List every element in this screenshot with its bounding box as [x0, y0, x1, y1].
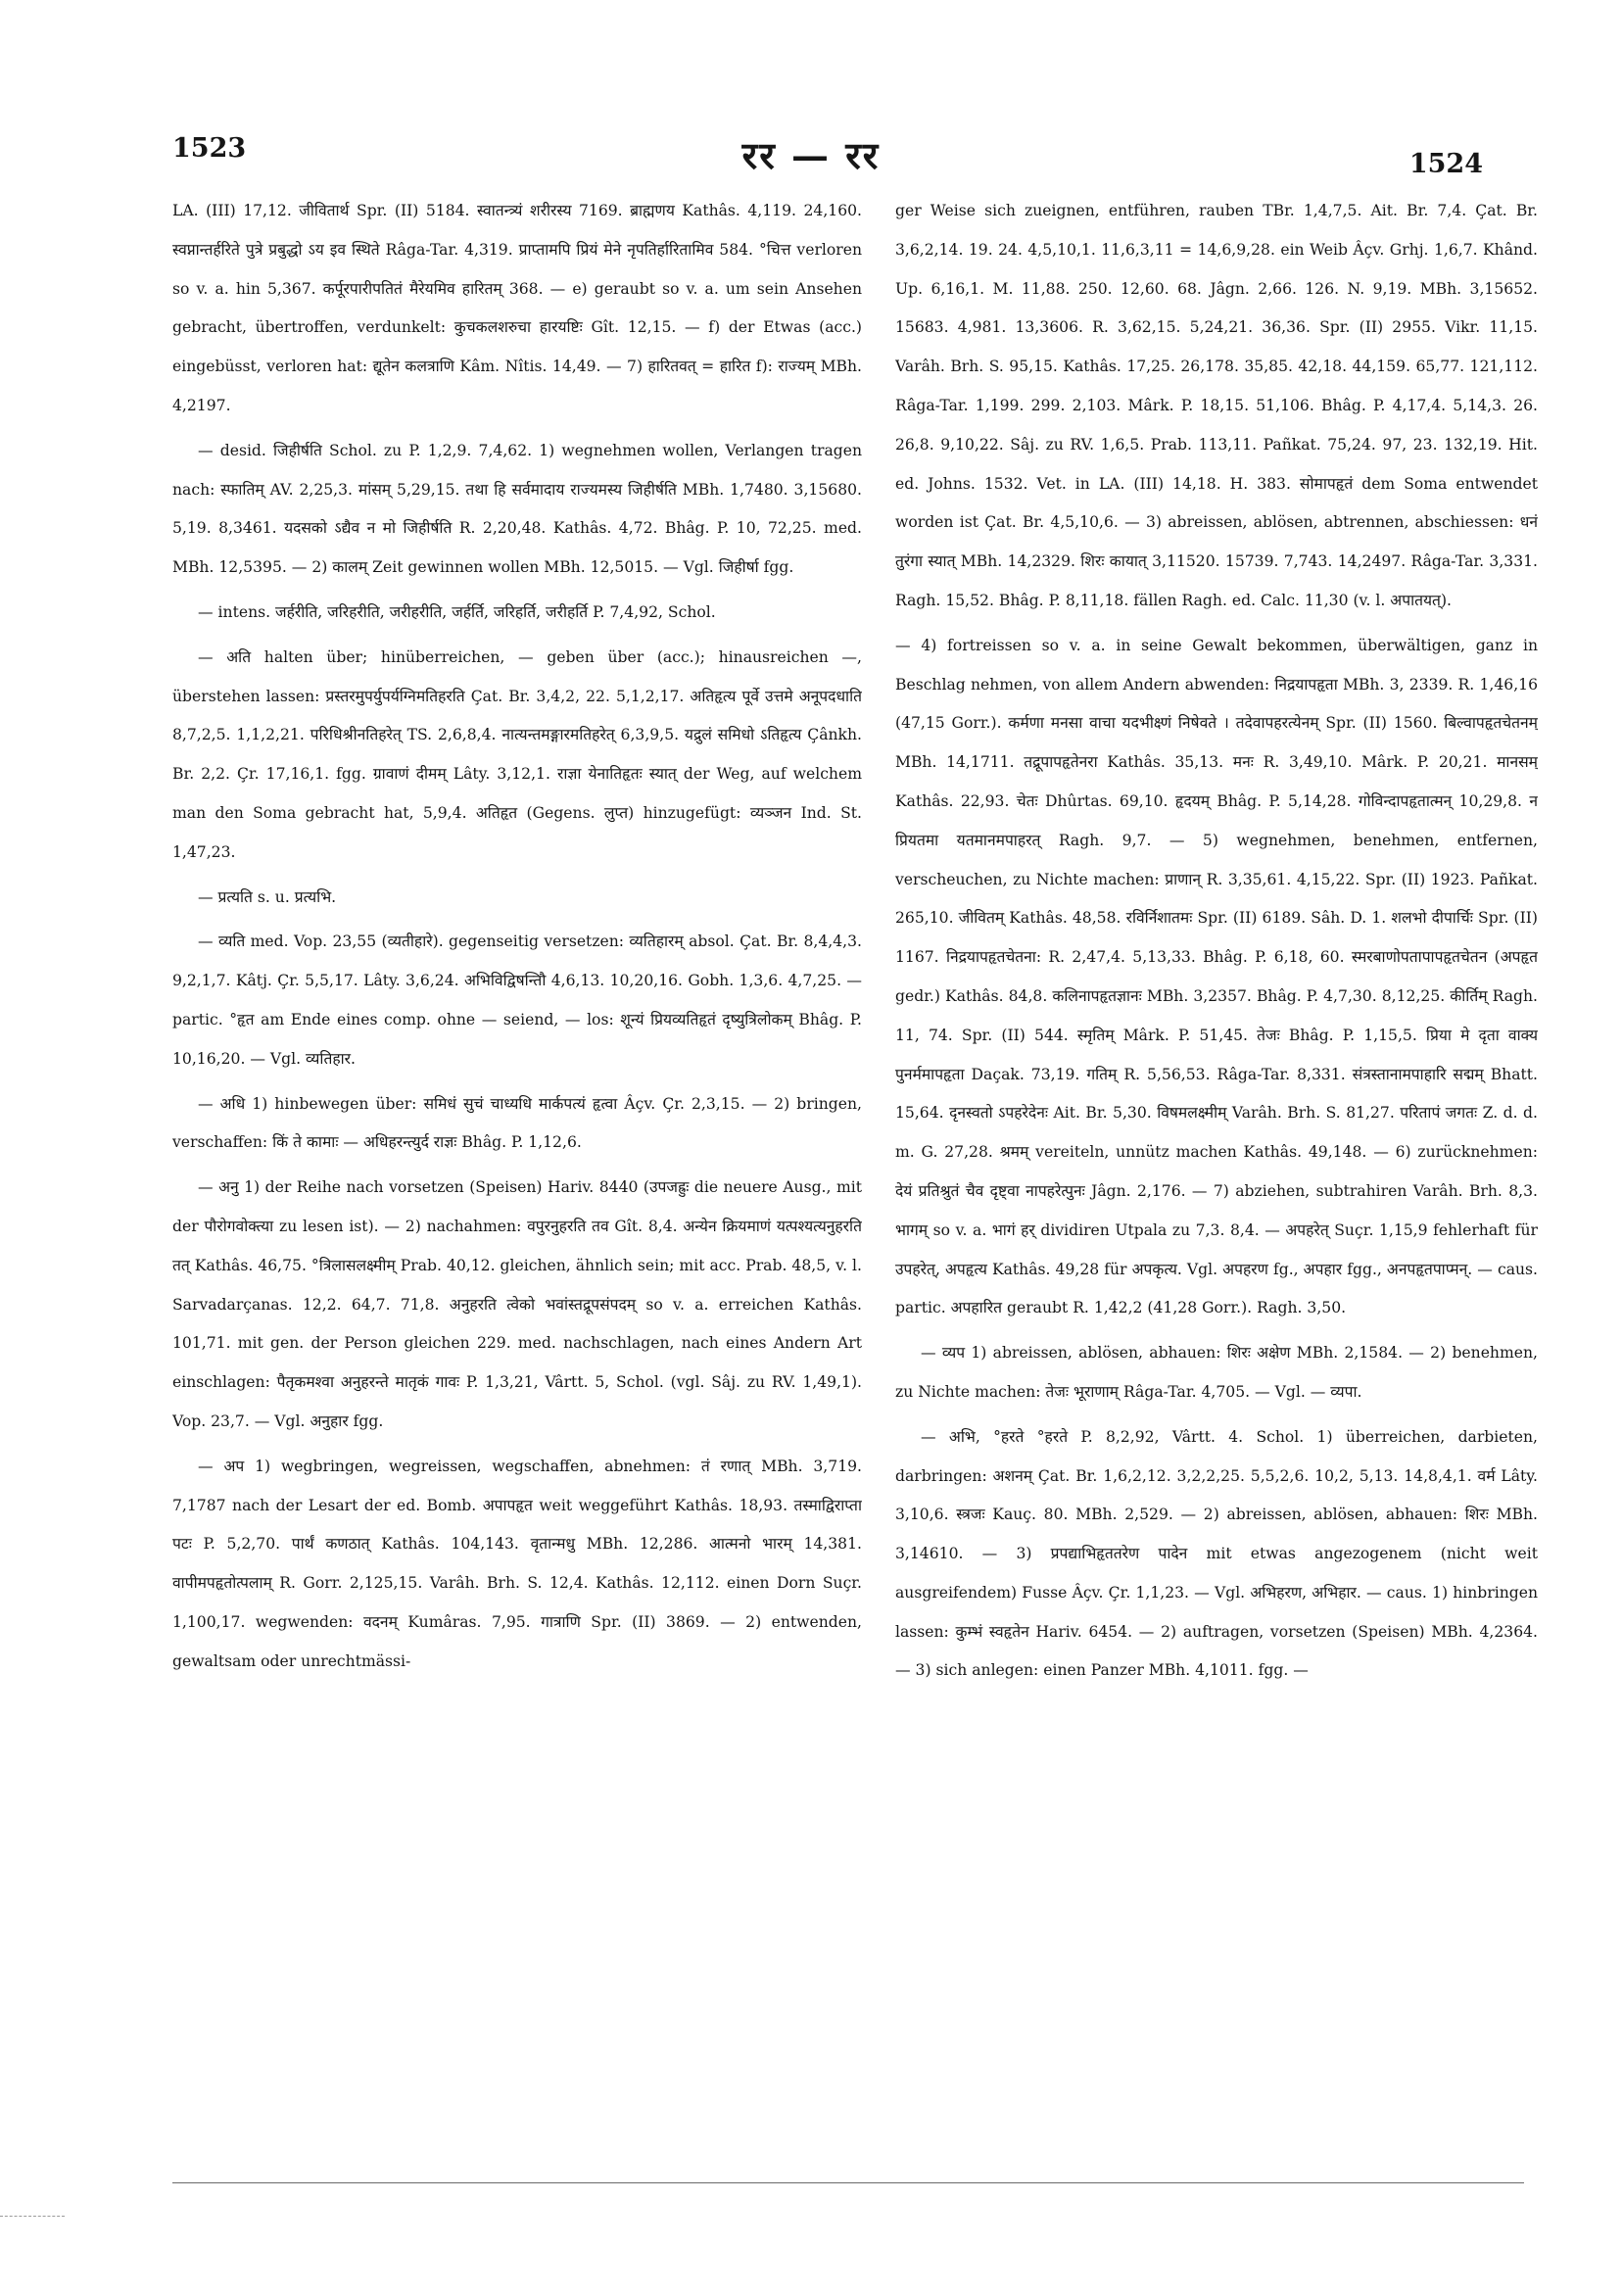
page-number-left: 1523: [172, 133, 247, 164]
entry-paragraph: — अति halten über; hinüberreichen, — geben über (acc.); hinausreichen —, überstehen lassen: प्रस्तरमुपर्युपर्यग्निमतिहरति Çat. Br. 3,4,2, 22. 5,1,2,17. अतिहृत्य पूर्वे उत्तमे अनूपदधाति 8,7,2,5. 1,1,2,21. परिधिश्रीनतिहरेत् TS. 2,6,8,4. नात्यन्तमङ्गारमतिहरेत् 6,3,9,5. यद्रुलं समिधो ऽतिहृत्य Çânkh. Br. 2,2. Çr. 17,16,1. fgg. ग्रावाणं दीमम् Lâty. 3,12,1. राज्ञा येनातिहृतः स्यात् der Weg, auf welchem man den Soma gebracht hat, 5,9,4. अतिहृत (Gegens. लुप्त) hinzugefügt: व्यञ्जन Ind. St. 1,47,23.: [172, 647, 862, 861]
entry-paragraph: — अधि 1) hinbewegen über: समिधं सुचं चाध्यधि मार्कपत्यं हृत्वा Âçv. Çr. 2,3,15. — 2) bringen, verschaffen: किं ते कामाः — अधिहरन्त्युर्द राज्ञः Bhâg. P. 1,12,6.: [172, 1094, 862, 1152]
entry-paragraph: — अभि, °हरते °हरते P. 8,2,92, Vârtt. 4. Schol. 1) überreichen, darbieten, darbringen: अशनम् Çat. Br. 1,6,2,12. 3,2,2,25. 5,5,2,6. 10,2, 5,13. 14,8,4,1. वर्म Lâty. 3,10,6. स्त्रजः Kauç. 80. MBh. 2,529. — 2) abreissen, ablösen, abhauen: शिरः MBh. 3,14610. — 3) प्रपद्याभिहृततरेण पादेन mit etwas angezogenem (nicht weit ausgreifendem) Fusse Âçv. Çr. 1,1,23. — Vgl. अभिहरण, अभिहार. — caus. 1) hinbringen lassen: कुम्भं स्वहृतेन Hariv. 6454. — 2) auftragen, vorsetzen (Speisen) MBh. 4,2364. — 3) sich anlegen: einen Panzer MBh. 4,1011. fgg. —: [895, 1427, 1538, 1680]
right-column: [895, 192, 1538, 2141]
entry-paragraph: — desid. जिहीर्षति Schol. zu P. 1,2,9. 7,4,62. 1) wegnehmen wollen, Verlangen tragen nach: स्फातिम् AV. 2,25,3. मांसम् 5,29,15. तथा हि सर्वमादाय राज्यमस्य जिहीर्षति MBh. 1,7480. 3,15680. 5,19. 8,3461. यदसको ऽद्यैव न मो जिहीर्षति R. 2,20,48. Kathâs. 4,72. Bhâg. P. 10, 72,25. med. MBh. 12,5395. — 2) कालम् Zeit gewinnen wollen MBh. 12,5015. — Vgl. जिहीर्षा fgg.: [172, 441, 862, 577]
entry-paragraph: — 4) fortreissen so v. a. in seine Gewalt bekommen, überwältigen, ganz in Beschlag nehmen, von allem Andern abwenden: निद्रयापहृता MBh. 3, 2339. R. 1,46,16 (47,15 Gorr.). कर्मणा मनसा वाचा यदभीक्ष्णं निषेवते । तदेवापहरत्येनम् Spr. (II) 1560. बिल्वापहृतचेतनम् MBh. 14,1711. तद्रूपापहृतेनरा Kathâs. 35,13. मनः R. 3,49,10. Mârk. P. 20,21. मानसम् Kathâs. 22,93. चेतः Dhûrtas. 69,10. हृदयम् Bhâg. P. 5,14,28. गोविन्दापहृतात्मन् 10,29,8. न प्रियतमा यतमानमपाहरत् Ragh. 9,7. — 5) wegnehmen, benehmen, entfernen, verscheuchen, zu Nichte machen: प्राणान् R. 3,35,61. 4,15,22. Spr. (II) 1923. Pañkat. 265,10. जीवितम् Kathâs. 48,58. रविर्निशातमः Spr. (II) 6189. Sâh. D. 1. शलभो दीपार्चिः Spr. (II) 1167. निद्रयापहृतचेतना: R. 2,47,4. 5,13,33. Bhâg. P. 6,18, 60. स्मरबाणोपतापापहृतचेतन (अपहृत gedr.) Kathâs. 84,8. कलिनापहृतज्ञानः MBh. 3,2357. Bhâg. P. 4,7,30. 8,12,25. कीर्तिम् Ragh. 11, 74. Spr. (II) 544. स्मृतिम् Mârk. P. 51,45. तेजः Bhâg. P. 1,15,5. प्रिया मे दृता वाक्य पुनर्ममापहृता Daçak. 73,19. गतिम् R. 5,56,53. Râga-Tar. 8,331. संत्रस्तानामपाहारि सद्मम् Bhatt. 15,64. दृनस्वतो ऽपहरेदेनः Ait. Br. 5,30. विषमलक्ष्मीम् Varâh. Brh. S. 81,27. परितापं जगतः Z. d. d. m. G. 27,28. श्रमम् vereiteln, unnütz machen Kathâs. 49,148. — 6) zurücknehmen: देयं प्रतिश्रुतं चैव दृष्ट्वा नापहरेत्पुनः Jâgn. 2,176. — 7) abziehen, subtrahiren Varâh. Brh. 8,3. भागम् so v. a. भागं हर् dividiren Utpala zu 7,3. 8,4. — अपहरेत् Suçr. 1,15,9 fehlerhaft für उपहरेत्, अपहृत्य Kathâs. 49,28 für अपकृत्य. Vgl. अपहरण fg., अपहार fgg., अनपहृतपाप्मन्. — caus. partic. अपहारित geraubt R. 1,42,2 (41,28 Gorr.). Ragh. 3,50.: [895, 636, 1538, 1317]
entry-paragraph: — व्यप 1) abreissen, ablösen, abhauen: शिरः अक्षेण MBh. 2,1584. — 2) benehmen, zu Nichte machen: तेजः भूराणाम् Râga-Tar. 4,705. — Vgl. — व्यपा.: [895, 1344, 1538, 1401]
left-column: [172, 192, 862, 2141]
entry-paragraph: LA. (III) 17,12. जीवितार्थ Spr. (II) 5184. स्वातन्त्र्यं शरीरस्य 7169. ब्राह्मणय Kathâs. 4,119. 24,160. स्वप्नान्तर्हरिते पुत्रे प्रबुद्धो ऽय इव स्थिते Râga-Tar. 4,319. प्राप्तामपि प्रियं मेने नृपतिर्हारितामिव 584. °चित्त verloren so v. a. hin 5,367. कर्पूरपारीपतितं मैरेयमिव हारितम् 368. — e) geraubt so v. a. um sein Ansehen gebracht, übertroffen, verdunkelt: कुचकलशरुचा हारयष्टिः Gît. 12,15. — f) der Etwas (acc.) eingebüsst, verloren hat: द्यूतेन कलत्राणि Kâm. Nîtis. 14,49. — 7) हारितवत् = हारित f): राज्यम् MBh. 4,2197.: [172, 202, 862, 414]
footer-rule: [172, 2182, 1524, 2183]
entry-paragraph: — intens. जर्हरीति, जरिहरीति, जरीहरीति, जर्हर्ति, जरिहर्ति, जरीहर्ति P. 7,4,92, Schol.: [198, 602, 716, 621]
scan-margin-mark: [0, 2216, 65, 2217]
entry-paragraph: — व्यति med. Vop. 23,55 (व्यतीहारे). gegenseitig versetzen: व्यतिहारम् absol. Çat. Br. 8,4,4,3. 9,2,1,7. Kâtj. Çr. 5,5,17. Lâty. 3,6,24. अभिविद्विषन्तिौ 4,6,13. 10,20,16. Gobh. 1,3,6. 4,7,25. — partic. °हृत am Ende eines comp. ohne — seiend, — los: शून्यं प्रियव्यतिहृतं दृष्युत्रिलोकम् Bhâg. P. 10,16,20. — Vgl. व्यतिहार.: [172, 933, 862, 1068]
entry-paragraph: — अनु 1) der Reihe nach vorsetzen (Speisen) Hariv. 8440 (उपजह्रुः die neuere Ausg., mit der पौरोगवोक्त्या zu lesen ist). — 2) nachahmen: वपुरनुहरति तव Gît. 8,4. अन्येन क्रियमाणं यत्पश्यत्यनुहरति तत् Kathâs. 46,75. °त्रिलासलक्ष्मीम् Prab. 40,12. gleichen, ähnlich sein; mit acc. Prab. 48,5, v. l. Sarvadarçanas. 12,2. 64,7. 71,8. अनुहरति त्वेको भवांस्तद्रूपसंपदम् so v. a. erreichen Kathâs. 101,71. mit gen. der Person gleichen 229. med. nachschlagen, nach eines Andern Art einschlagen: पैतृकमश्वा अनुहरन्ते मातृकं गावः P. 1,3,21, Vârtt. 5, Schol. (vgl. Sâj. zu RV. 1,49,1). Vop. 23,7. — Vgl. अनुहार fgg.: [172, 1178, 862, 1430]
page-number-right: 1524: [1408, 149, 1483, 179]
entry-paragraph: — अप 1) wegbringen, wegreissen, wegschaffen, abnehmen: तं रणात् MBh. 3,719. 7,1787 nach der Lesart der ed. Bomb. अपापहृत weit weggeführt Kathâs. 18,93. तस्माद्विराप्ता पटः P. 5,2,70. पार्थं कणठात् Kathâs. 104,143. वृतान्मधु MBh. 12,286. आत्मनो भारम् 14,381. वापीमपहृतोत्पलाम् R. Gorr. 2,125,15. Varâh. Brh. S. 12,4. Kathâs. 12,112. einen Dorn Suçr. 1,100,17. wegwenden: वदनम् Kumâras. 7,95. गात्राणि Spr. (II) 3869. — 2) entwenden, gewaltsam oder unrechtmässi-: [172, 1457, 862, 1670]
entry-paragraph: — प्रत्यति s. u. प्रत्यभि.: [198, 887, 337, 906]
entry-paragraph: ger Weise sich zueignen, entführen, rauben TBr. 1,4,7,5. Ait. Br. 7,4. Çat. Br. 3,6,2,14. 19. 24. 4,5,10,1. 11,6,3,11 = 14,6,9,28. ein Weib Âçv. Grhj. 1,6,7. Khând. Up. 6,16,1. M. 11,88. 250. 12,60. 68. Jâgn. 2,66. 126. N. 9,19. MBh. 3,15652. 15683. 4,981. 13,3606. R. 3,62,15. 5,24,21. 36,36. Spr. (II) 2955. Vikr. 11,15. Varâh. Brh. S. 95,15. Kathâs. 17,25. 26,178. 35,85. 42,18. 44,159. 65,77. 121,112. Râga-Tar. 1,199. 299. 2,103. Mârk. P. 18,15. 51,106. Bhâg. P. 4,17,4. 5,14,3. 26. 26,8. 9,10,22. Sâj. zu RV. 1,6,5. Prab. 113,11. Pañkat. 75,24. 97, 23. 132,19. Hit. ed. Johns. 1532. Vet. in LA. (III) 14,18. H. 383. सोमापहृतं dem Soma entwendet worden ist Çat. Br. 4,5,10,6. — 3) abreissen, ablösen, abtrennen, abschiessen: धनं तुरंगा स्यात् MBh. 14,2329. शिरः कायात् 3,11520. 15739. 7,743. 14,2497. Râga-Tar. 3,331. Ragh. 15,52. Bhâg. P. 8,11,18. fällen Ragh. ed. Calc. 11,30 (v. l. अपातयत्).: [895, 202, 1538, 609]
running-header: रर — रर: [741, 133, 881, 177]
